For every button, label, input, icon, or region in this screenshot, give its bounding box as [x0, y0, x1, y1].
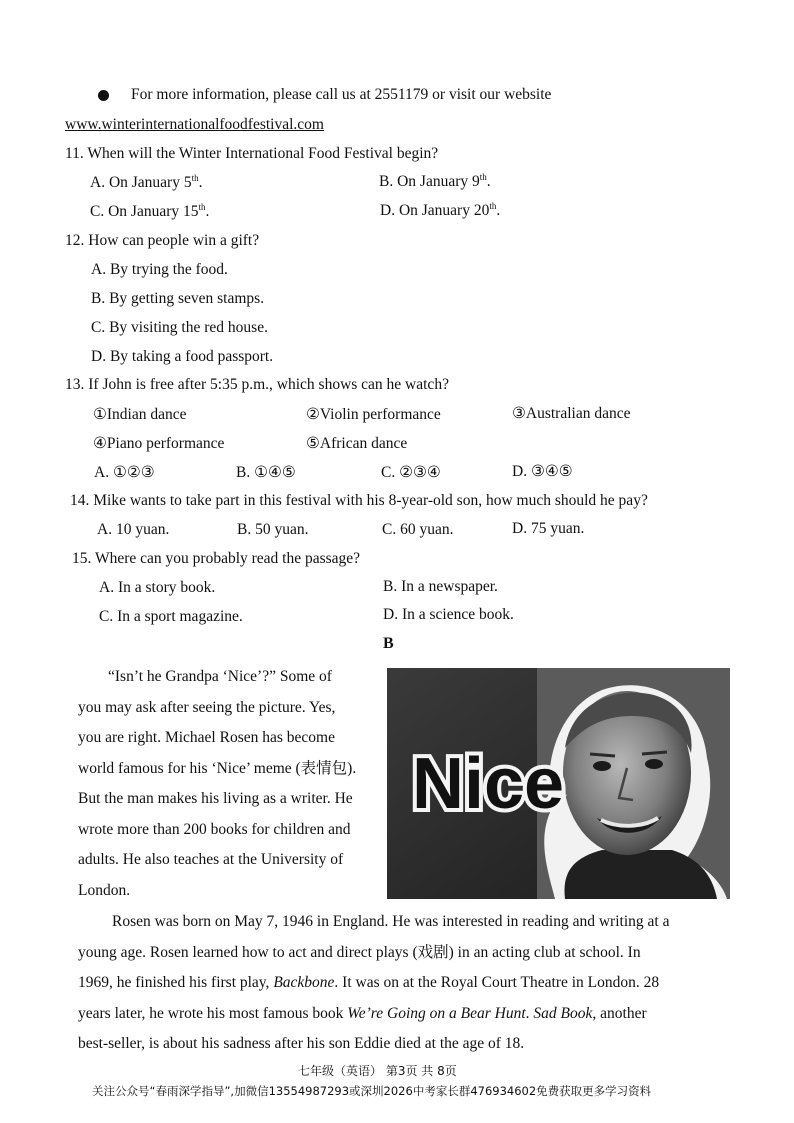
p1-line: you are right. Michael Rosen has become: [78, 729, 335, 746]
bullet-dot: [98, 90, 109, 101]
passage-paragraph-1: [78, 662, 378, 906]
q13-option-a[interactable]: A. ①②③: [94, 464, 155, 481]
p2-line: Rosen was born on May 7, 1946 in England. He was interested in reading and writing at a: [112, 913, 670, 930]
q15-option-c[interactable]: C. In a sport magazine.: [99, 608, 243, 625]
q13-option-d[interactable]: D. ③④⑤: [512, 463, 573, 480]
q14-option-c[interactable]: C. 60 yuan.: [382, 521, 454, 538]
p2-line: young age. Rosen learned how to act and direct plays (戏剧) in an acting club at school. In: [78, 943, 641, 961]
meme-illustration: [387, 668, 730, 899]
nice-meme-picture: [387, 668, 730, 899]
play-title-backbone: Backbone: [273, 974, 335, 991]
q15-option-b[interactable]: B. In a newspaper.: [383, 578, 498, 595]
p2-line: years later, he wrote his most famous book We’re Going on a Bear Hunt. Sad Book, another: [78, 1004, 647, 1022]
q15-option-a[interactable]: A. In a story book.: [99, 579, 216, 596]
q13-option-b[interactable]: B. ①④⑤: [236, 464, 296, 481]
p2-line: best-seller, is about his sadness after his son Eddie died at the age of 18.: [78, 1035, 525, 1052]
q11-option-d[interactable]: D. On January 20th.: [380, 200, 501, 219]
p1-line: you may ask after seeing the picture. Yes,: [78, 698, 336, 716]
q11-option-c[interactable]: C. On January 15th.: [90, 201, 210, 220]
q13-item-5: ⑤African dance: [306, 435, 408, 452]
p1-line: London.: [78, 881, 131, 899]
q14-option-a[interactable]: A. 10 yuan.: [97, 521, 170, 538]
q12-option-d[interactable]: D. By taking a food passport.: [91, 348, 274, 365]
q11-option-a[interactable]: A. On January 5th.: [90, 172, 203, 191]
question-14: 14. Mike wants to take part in this festival with his 8-year-old son, how much should he pay?: [70, 492, 648, 509]
q11-option-b[interactable]: B. On January 9th.: [379, 171, 491, 190]
q14-option-d[interactable]: D. 75 yuan.: [512, 520, 585, 537]
question-12: 12. How can people win a gift?: [65, 232, 260, 249]
q13-option-c[interactable]: C. ②③④: [381, 464, 441, 481]
question-13: 13. If John is free after 5:35 p.m., which shows can he watch?: [65, 376, 449, 393]
p1-line: wrote more than 200 books for children and: [78, 820, 351, 838]
book-title-sad-book: Sad Book,: [533, 1004, 597, 1022]
passage-paragraph-2: [78, 907, 718, 1060]
p1-line: adults. He also teaches at the University of: [78, 851, 344, 868]
question-11: 11. When will the Winter International Food Festival begin?: [65, 145, 439, 162]
q15-option-d[interactable]: D. In a science book.: [383, 606, 514, 623]
question-15: 15. Where can you probably read the passage?: [72, 550, 361, 567]
q13-item-3: ③Australian dance: [512, 405, 631, 422]
q14-option-b[interactable]: B. 50 yuan.: [237, 521, 309, 538]
q13-item-1: ①Indian dance: [93, 406, 187, 423]
meme-caption: Nice: [412, 744, 565, 824]
q13-item-2: ②Violin performance: [306, 406, 441, 423]
q12-option-b[interactable]: B. By getting seven stamps.: [91, 290, 265, 307]
p2-line: 1969, he finished his first play, Backbone. It was on at the Royal Court Theatre in London. 28: [78, 974, 660, 991]
p1-line: world famous for his ‘Nice’ meme (表情包).: [78, 759, 357, 777]
q12-option-c[interactable]: C. By visiting the red house.: [91, 319, 268, 336]
p1-line: But the man makes his living as a writer. He: [78, 790, 353, 807]
q12-option-a[interactable]: A. By trying the food.: [91, 261, 228, 278]
website-link[interactable]: www.winterinternationalfoodfestival.com: [65, 116, 324, 133]
book-title-bear-hunt: We’re Going on a Bear Hunt: [347, 1004, 526, 1022]
p1-line: “Isn’t he Grandpa ‘Nice’?” Some of: [108, 668, 332, 685]
info-line: For more information, please call us at 2551179 or visit our website: [131, 86, 552, 103]
q13-item-4: ④Piano performance: [93, 435, 225, 452]
section-b-heading: B: [383, 635, 394, 652]
page-footer: 七年级（英语） 第3页 共 8页: [298, 1064, 457, 1078]
footer-advert: 关注公众号“春雨深学指导”,加微信13554987293或深圳2026中考家长群476934602免费获取更多学习资料: [92, 1084, 652, 1098]
